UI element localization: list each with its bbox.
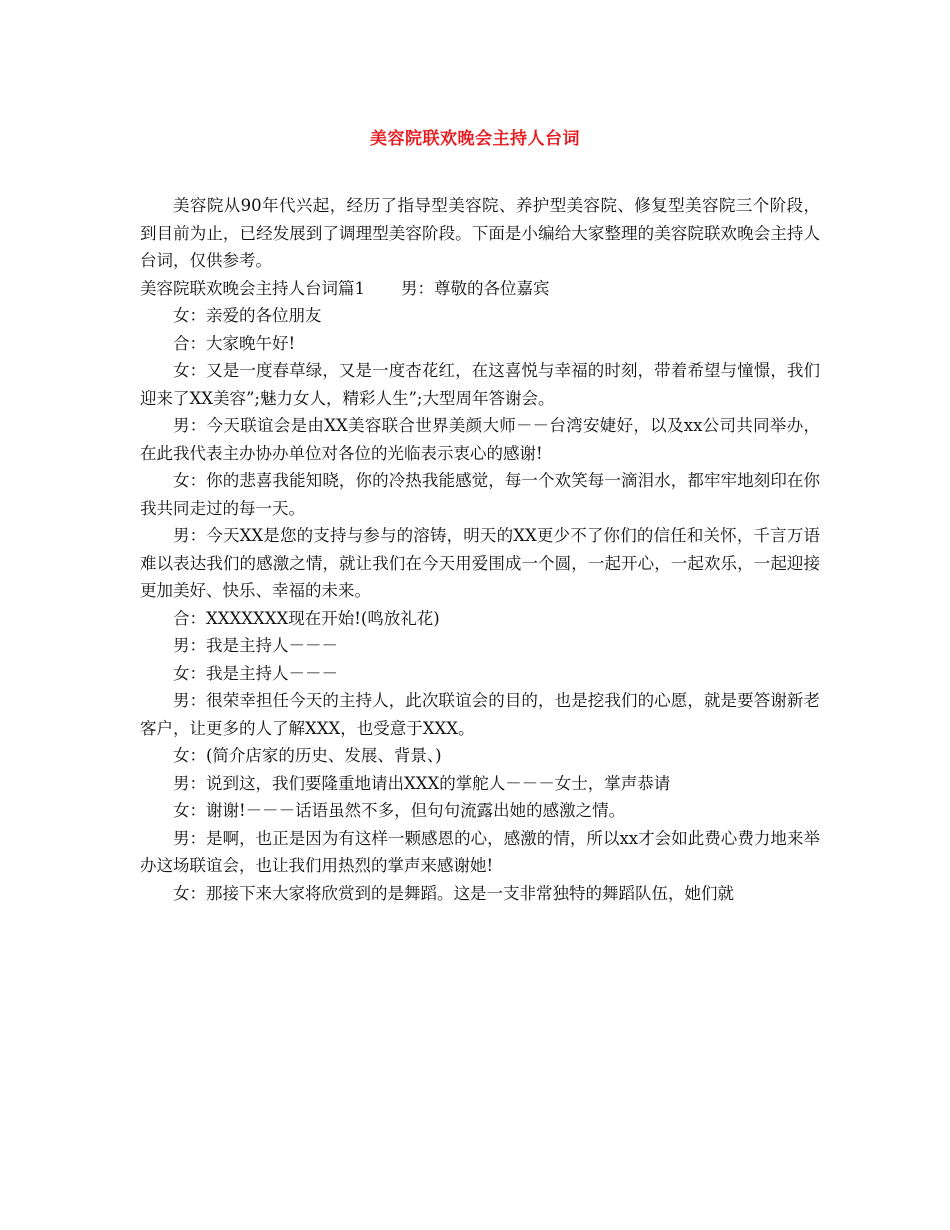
dialogue-line: 男：说到这，我们要隆重地请出XXX的掌舵人－－－女士，掌声恭请 [173,773,671,793]
section-heading: 美容院联欢晚会主持人台词篇1 [140,278,365,298]
dialogue-line: 女：那接下来大家将欣赏到的是舞蹈。这是一支非常独特的舞蹈队伍，她们就 [173,883,734,903]
dialogue-line: 男：是啊，也正是因为有这样一颗感恩的心，感激的情，所以xx才会如此费心费力地来举办这场联谊会，也让我们用热烈的掌声来感谢她! [140,828,820,875]
dialogue-line: 女：你的悲喜我能知晓，你的冷热我能感觉，每一个欢笑每一滴泪水，都牢牢地刻印在你我共同走过的每一天。 [140,471,820,518]
dialogue-line: 男：尊敬的各位嘉宾 [401,278,550,298]
dialogue-line: 男：今天联谊会是由XX美容联合世界美颜大师－－台湾安婕好，以及xx公司共同举办，在此我代表主办协办单位对各位的光临表示衷心的感谢! [140,416,820,463]
section-heading-line [140,275,820,303]
dialogue-line: 男：今天XX是您的支持与参与的溶铸，明天的XX更少不了你们的信任和关怀，千言万语难以表达我们的感激之情，就让我们在今天用爱围成一个圆，一起开心，一起欢乐，一起迎接更加美好、快乐、幸福的未来。 [140,526,820,600]
document-body [140,192,820,907]
dialogue-line: 男：很荣幸担任今天的主持人，此次联谊会的目的，也是挖我们的心愿，就是要答谢新老客户，让更多的人了解XXX，也受意于XXX。 [140,691,820,738]
document-title: 美容院联欢晚会主持人台词 [370,129,580,149]
intro-paragraph: 美容院从90年代兴起，经历了指导型美容院、养护型美容院、修复型美容院三个阶段，到目前为止，已经发展到了调理型美容阶段。下面是小编给大家整理的美容院联欢晚会主持人台词，仅供参考。 [140,196,820,270]
dialogue-line: 合：大家晚午好! [173,333,296,353]
dialogue-line: 女：我是主持人－－－ [173,663,338,683]
dialogue-line: 女：谢谢!－－－话语虽然不多，但句句流露出她的感激之情。 [173,801,626,820]
dialogue-line: 女：(简介店家的历史、发展、背景、) [173,746,442,765]
dialogue-line: 男：我是主持人－－－ [173,636,338,655]
dialogue-line: 合：XXXXXXX现在开始!(鸣放礼花) [173,608,440,628]
dialogue-line: 女：亲爱的各位朋友 [173,306,322,325]
dialogue-line: 女：又是一度春草绿，又是一度杏花红，在这喜悦与幸福的时刻，带着希望与憧憬，我们迎来了XX美容”;魅力女人，精彩人生”;大型周年答谢会。 [140,361,820,408]
